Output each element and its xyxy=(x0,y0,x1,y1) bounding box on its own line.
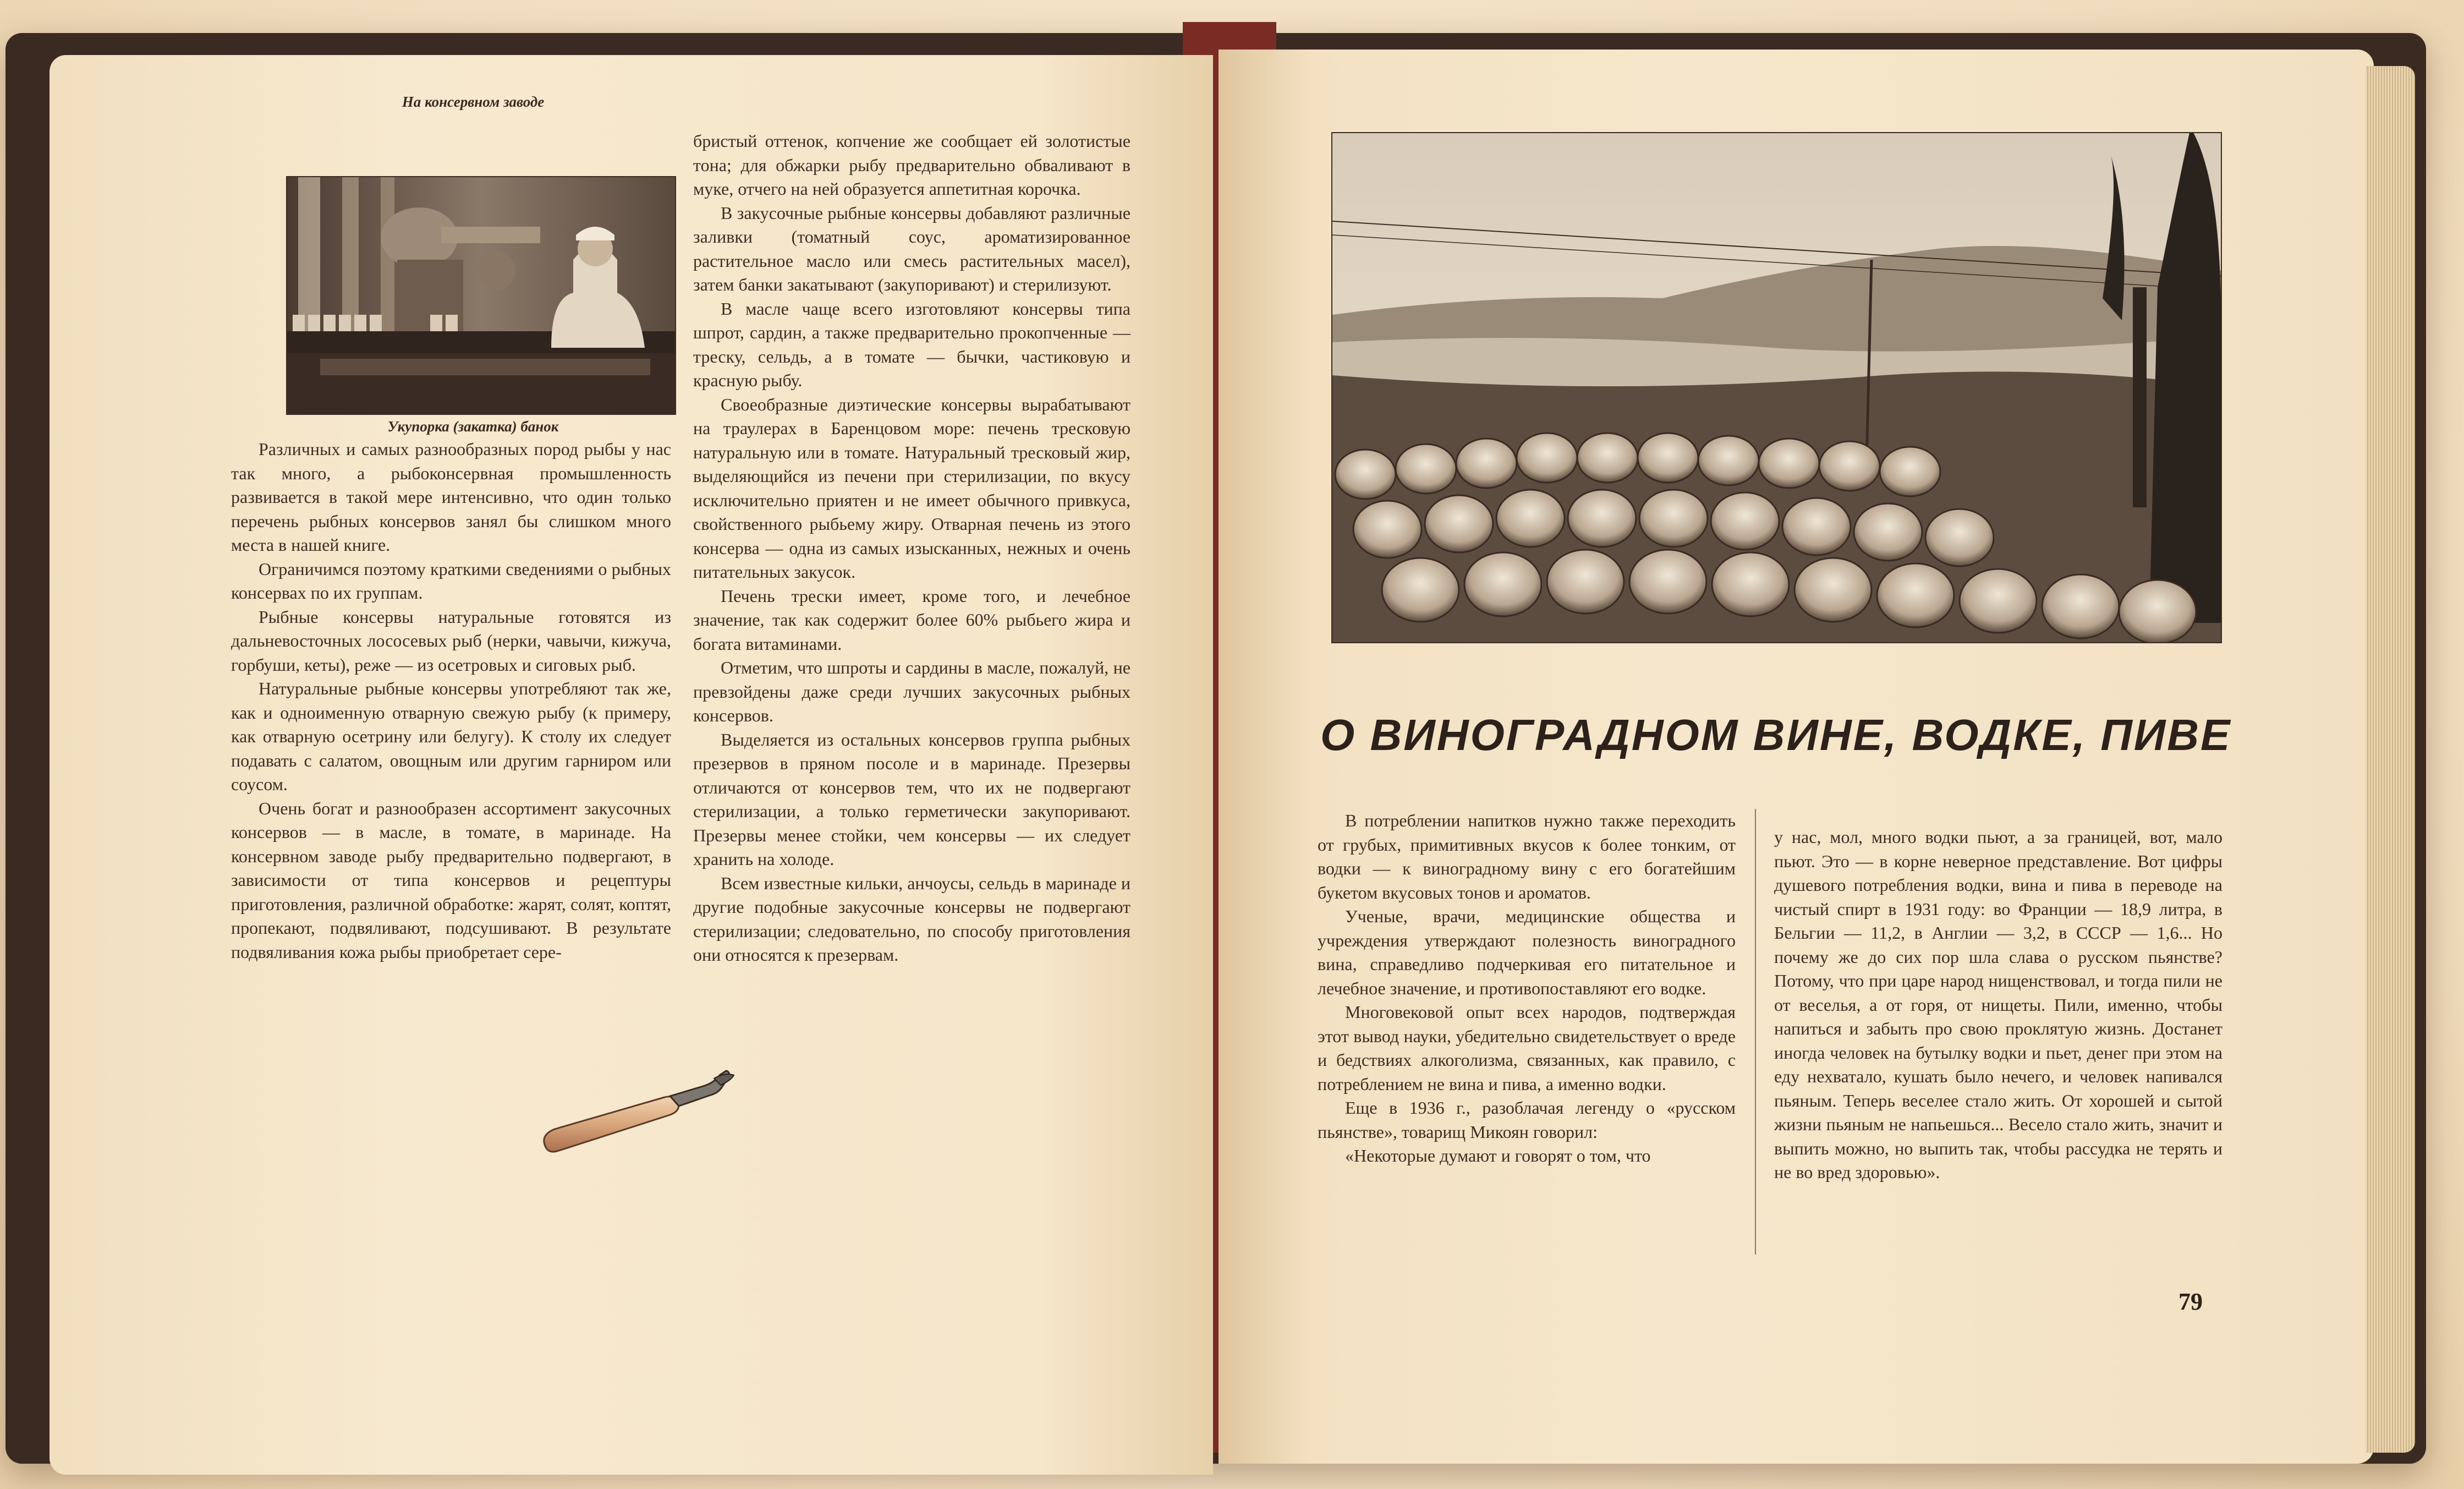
paragraph: Своеобразные диэтические консервы вырабатывают на траулерах в Баренцовом море: печень тресковую натуральную или в томате. Натуральный тресковый жир, выделяющийся из печени при стерилизации, по вкусу исключительно приятен и не имеет обычного привкуса, свойственного рыбьему жиру. Отварная печень из этого консерва — одна из самых изысканных, нежных и очень питательных закусок. xyxy=(693,394,1131,582)
can-opener-icon xyxy=(539,1068,754,1161)
paragraph-continued: бристый оттенок, копчение же сообщает ей золотистые тона; для обжарки рыбу предварительно обваливают в муке, отчего на ней образуется аппетитная корочка. xyxy=(693,131,1131,199)
page-number: 79 xyxy=(2178,1288,2203,1315)
photo-caption-bottom: Укупорка (закатка) банок xyxy=(387,418,559,435)
paragraph: В закусочные рыбные консервы добавляют различные заливки (томатный соус, ароматизированное растительное масло или смесь растительных масел), затем банки закатывают (закупоривают) и стерилизуют. xyxy=(693,202,1131,294)
left-column-1 xyxy=(231,437,671,964)
factory-photo-icon xyxy=(287,177,675,414)
paragraph: Очень богат и разнообразен ассортимент закусочных консервов — в масле, в томате, в маринаде. На консервном заводе рыбу предварительно подвергают, в зависимости от типа консервов и рецептуры приготовления, различной обработке: жарят, солят, коптят, пропекают, подвяливают, подсушивают. В результате подвяливания кожа рыбы приобретает сере- xyxy=(231,798,671,962)
paragraph: Еще в 1936 г., разоблачая легенду о «русском пьянстве», товарищ Микоян говорил: xyxy=(1318,1098,1736,1142)
paragraph: Различных и самых разнообразных пород рыбы у нас так много, а рыбоконсервная промышленность развивается в такой мере интенсивно, что один только перечень рыбных консервов занял бы слишком много места в нашей книге. xyxy=(231,439,671,555)
paragraph: Рыбные консервы натуральные готовятся из дальневосточных лососевых рыб (нерки, чавычи, кижуча, горбуши, кеты), реже — из осетровых и сиговых рыб. xyxy=(231,606,671,675)
paragraph: «Некоторые думают и говорят о том, что xyxy=(1345,1146,1651,1165)
column-divider xyxy=(1755,809,1756,1255)
paragraph: Ограничимся поэтому краткими сведениями о рыбных консервах по их группам. xyxy=(231,559,671,603)
paragraph: Многовековой опыт всех народов, подтверждая этот вывод науки, убедительно свидетельствует о вреде и бедствиях алкоголизма, связанных, как правило, с потреблением не вина и пива, а именно водки. xyxy=(1318,1002,1736,1094)
page-title: О ВИНОГРАДНОМ ВИНЕ, ВОДКЕ, ПИВЕ xyxy=(1320,710,2232,759)
paragraph: В потреблении напитков нужно также переходить от грубых, примитивных вкусов к более тонким, от водки — к виноградному вину с его богатейшим букетом вкусовых тонов и ароматов. xyxy=(1318,811,1736,902)
left-column-2 xyxy=(693,129,1131,967)
vineyard-barrels-photo xyxy=(1331,132,2222,643)
factory-photo xyxy=(286,176,676,415)
paragraph: Выделяется из остальных консервов группа рыбных презервов в пряном посоле и в маринаде. Презервы отличаются от консервов тем, что их не подвергают стерилизации, а только герметически закупоривают. Презервы менее стойки, чем консервы — их следует хранить на холоде. xyxy=(693,729,1131,869)
paragraph: В масле чаще всего изготовляют консервы типа шпрот, сардин, а также предварительно прокопченные — треску, сельдь, а в томате — бычки, частиковую и красную рыбу. xyxy=(693,298,1131,390)
right-column-1 xyxy=(1318,809,1736,1168)
photo-caption-top: На консервном заводе xyxy=(402,94,545,110)
paragraph: Отметим, что шпроты и сардины в масле, пожалуй, не превзойдены даже среди лучших закусочных рыбных консервов. xyxy=(693,658,1131,725)
paragraph-continued: у нас, мол, много водки пьют, а за границей, вот, мало пьют. Это — в корне неверное представление. Вот цифры душевого потребления водки, вина и пива в переводе на чистый спирт в 1931 году: во Франции — 18,9 литра, в Бельгии — 11,2, в Англии — 3,2, в СССР — 1,6... Но почему же до сих пор шла слава о русском пьянстве? Потому, что при царе народ нищенствовал, и тогда пили не от веселья, а от горя, от нищеты. Пили, именно, чтобы напиться и забыть про свою проклятую жизнь. Достанет иногда человек на бутылку водки и пьет, денег при этом на еду нехватало, кушать было нечего, и человек напивался пьяным. Теперь веселее стало жить. От хорошей и сытой жизни пьяным не напьешься... Весело стало жить, значит и выпить можно, но выпить так, чтобы рассудка не терять и не во вред здоровью». xyxy=(1774,827,2222,1182)
paragraph: Всем известные кильки, анчоусы, сельдь в маринаде и другие подобные закусочные консервы не подвергают стерилизации; следовательно, по способу приготовления они относятся к презервам. xyxy=(693,873,1131,965)
paragraph: Натуральные рыбные консервы употребляют так же, как и одноименную отварную свежую рыбу (к примеру, как отварную осетрину или белугу). К столу их следует подавать с салатом, овощным или другим гарниром или соусом. xyxy=(231,678,671,794)
page-edges xyxy=(2366,66,2415,1453)
right-column-2 xyxy=(1774,825,2222,1185)
paragraph: Ученые, врачи, медицинские общества и учреждения утверждают полезность виноградного вина, справедливо подчеркивая его питательное и лечебное значение, и противопоставляют его водке. xyxy=(1318,906,1736,998)
paragraph: Печень трески имеет, кроме того, и лечебное значение, так как содержит более 60% рыбьего жира и богата витаминами. xyxy=(693,585,1131,654)
vineyard-barrels-icon xyxy=(1332,133,2221,642)
